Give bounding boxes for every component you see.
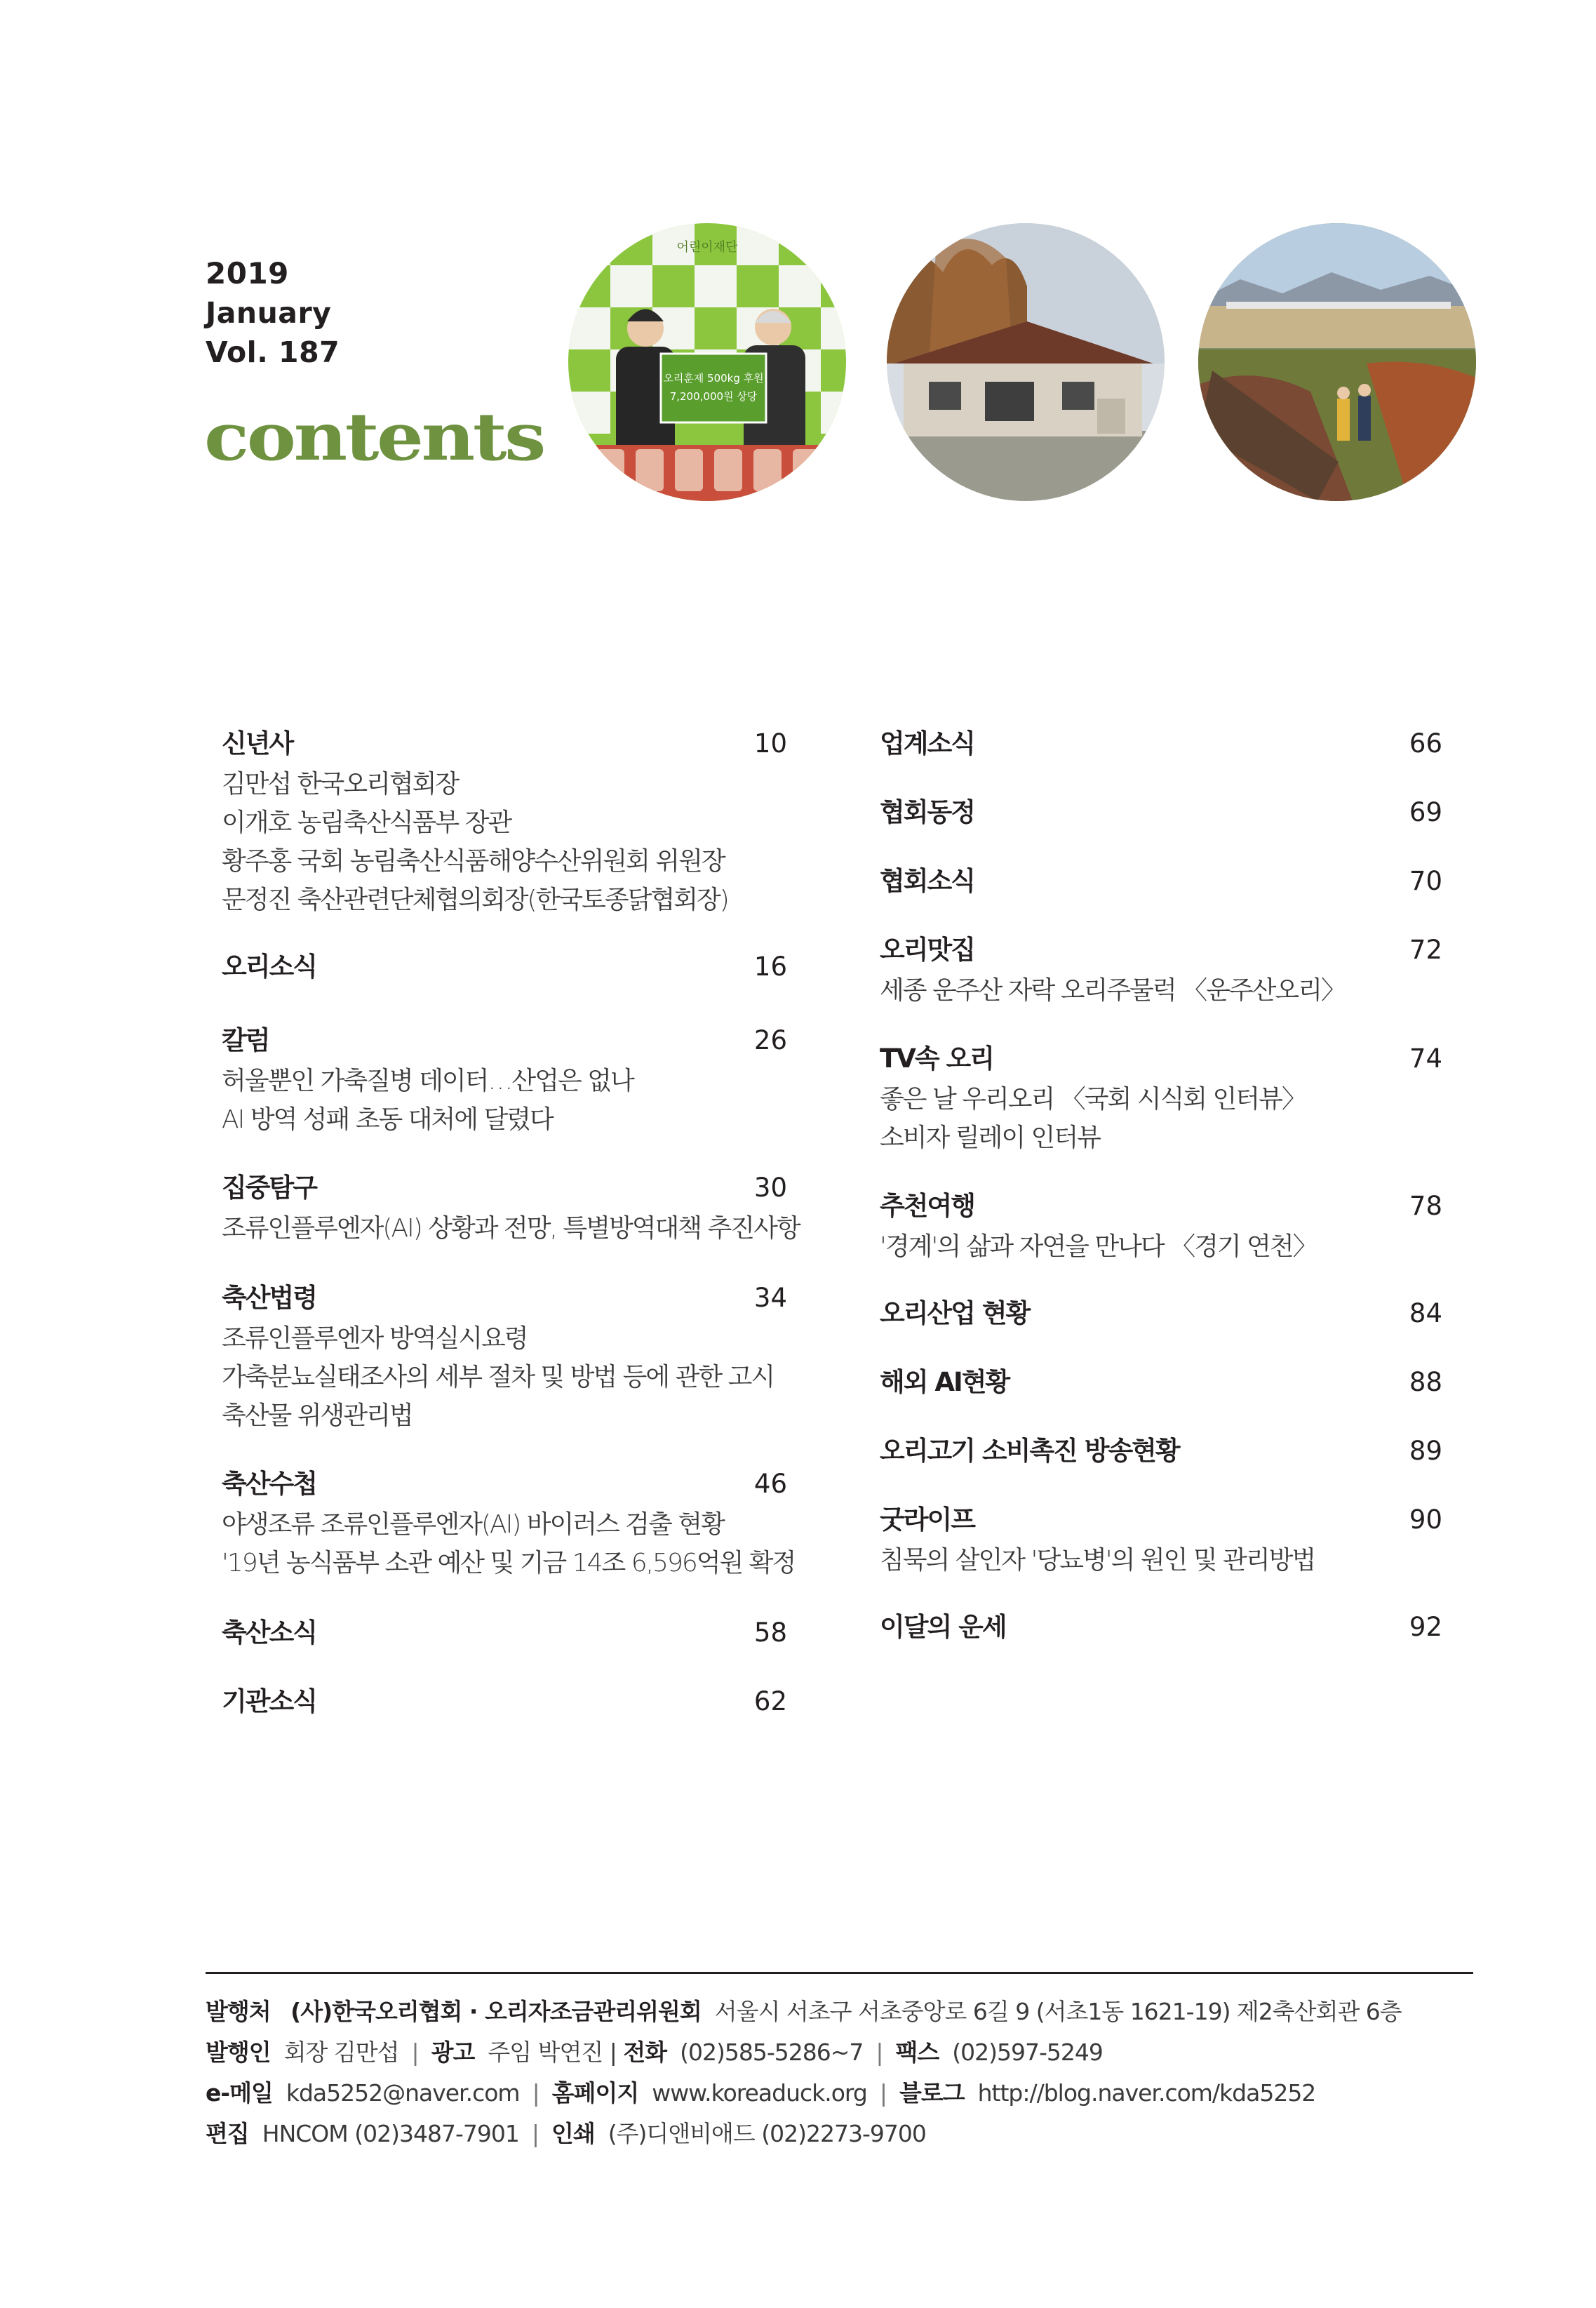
toc-section-title: 집중탐구 [222, 1173, 316, 1203]
toc-page-number: 72 [1409, 935, 1442, 965]
toc-entry-head [880, 860, 1442, 902]
toc-entry[interactable] [222, 1463, 796, 1582]
toc-entry[interactable] [222, 723, 787, 919]
toc-section-title: 업계소식 [880, 728, 974, 759]
donation-photo [568, 223, 846, 501]
toc-section-title: 오리산업 현황 [880, 1298, 1030, 1328]
ad-value: 주임 박연진 | [488, 2039, 617, 2066]
toc-page-number: 70 [1409, 866, 1442, 896]
toc-section-title: 신년사 [222, 728, 293, 759]
toc-subtitle: 조류인플루엔자(AI) 상황과 전망, 특별방역대책 추진사항 [222, 1214, 800, 1243]
toc-subtitle: 이개호 농림축산식품부 장관 [222, 808, 511, 837]
toc-section-title: 협회소식 [880, 866, 974, 896]
toc-subtitle: 축산물 위생관리법 [222, 1401, 413, 1430]
toc-subtitle: 침묵의 살인자 '당뇨병'의 원인 및 관리방법 [880, 1546, 1315, 1575]
print-value: (주)디앤비애드 (02)2273-9700 [608, 2120, 926, 2147]
issue-month: January [206, 296, 332, 330]
toc-section-title: 오리소식 [222, 952, 316, 982]
travel-photo [1198, 223, 1476, 501]
blog-value[interactable]: http://blog.naver.com/kda5252 [977, 2079, 1316, 2107]
toc-entry-head [880, 1499, 1442, 1541]
toc-right-column [880, 723, 1442, 1648]
toc-entry[interactable] [222, 1681, 787, 1723]
toc-page-number: 62 [753, 1686, 787, 1716]
toc-section-title: 오리고기 소비촉진 방송현황 [880, 1436, 1179, 1466]
toc-entry[interactable] [880, 1185, 1442, 1266]
toc-entry[interactable] [880, 860, 1442, 902]
toc-section-title: 오리맛집 [880, 935, 974, 965]
toc-entry-head [222, 1463, 787, 1505]
toc-section-title: 축산법령 [222, 1283, 316, 1313]
fax-label: 팩스 [895, 2039, 939, 2066]
toc-subtitle: 가축분뇨실태조사의 세부 절차 및 방법 등에 관한 고시 [222, 1363, 774, 1392]
toc-page-number: 10 [753, 728, 787, 759]
toc-entry-head [222, 1681, 787, 1723]
toc-left-column [222, 723, 800, 1723]
toc-page-number: 34 [753, 1283, 787, 1313]
backdrop-text: 어린이재단 [676, 240, 738, 255]
toc-entry[interactable] [880, 1606, 1442, 1648]
toc-entry-head [880, 723, 1442, 765]
toc-subtitle: '경계'의 삶과 자연을 만나다 〈경기 연천〉 [880, 1232, 1317, 1261]
toc-page-number: 30 [753, 1173, 787, 1203]
toc-entry[interactable] [222, 1167, 800, 1248]
restaurant-photo [887, 223, 1165, 501]
toc-page-number: 78 [1409, 1191, 1442, 1221]
toc-section-title: 칼럼 [222, 1025, 269, 1055]
print-label: 인쇄 [551, 2120, 595, 2147]
publisher-address: 서울시 서초구 서초중앙로 6길 9 (서초1동 1621-19) 제2축산회관 6층 [714, 1998, 1402, 2025]
toc-page-number: 74 [1409, 1043, 1442, 1074]
toc-page-number: 46 [753, 1469, 787, 1499]
toc-section-title: 축산수첩 [222, 1469, 316, 1499]
issuer-value: 회장 김만섭 [283, 2039, 399, 2066]
toc-section-title: TV속 오리 [880, 1043, 993, 1074]
toc-page-number: 69 [1409, 797, 1442, 827]
toc-entry[interactable] [222, 1612, 787, 1654]
banner-line-1: 오리훈제 500kg 후원 [663, 372, 764, 385]
fax-value: (02)597-5249 [952, 2039, 1103, 2066]
ad-label: 광고 [431, 2039, 475, 2066]
toc-subtitle: 야생조류 조류인플루엔자(AI) 바이러스 검출 현황 [222, 1510, 724, 1539]
homepage-value[interactable]: www.koreaduck.org [652, 2079, 867, 2107]
toc-entry-head [880, 1361, 1442, 1403]
toc-subtitle: '19년 농식품부 소관 예산 및 기금 14조 6,596억원 확정 [222, 1549, 796, 1577]
blog-label: 블로그 [899, 2079, 965, 2107]
toc-entry[interactable] [880, 723, 1442, 765]
toc-page-number: 92 [1409, 1612, 1442, 1642]
publisher-label: 발행처 [206, 1998, 271, 2025]
toc-entry-head [880, 792, 1442, 834]
toc-page-number: 90 [1409, 1505, 1442, 1535]
toc-entry[interactable] [880, 1499, 1442, 1580]
phone-value: (02)585-5286~7 [680, 2039, 864, 2066]
toc-page-number: 88 [1409, 1367, 1442, 1397]
email-label: e-메일 [206, 2079, 273, 2107]
toc-entry[interactable] [222, 1020, 787, 1139]
toc-entry-head [222, 1167, 787, 1209]
toc-subtitle: 김만섭 한국오리협회장 [222, 770, 459, 799]
toc-section-title: 기관소식 [222, 1686, 316, 1716]
colophon-divider [206, 1972, 1473, 1974]
banner-line-2: 7,200,000원 상당 [669, 390, 758, 403]
toc-entry-head [222, 1277, 787, 1319]
colophon-line-contact: e-메일 kda5252@naver.com | 홈페이지 www.koreaduck.org | 블로그 http://blog.naver.com/kda5252 [206, 2079, 1316, 2107]
toc-section-title: 굿라이프 [880, 1505, 974, 1535]
toc-entry[interactable] [222, 946, 787, 988]
toc-subtitle: AI 방역 성패 초동 대처에 달렸다 [222, 1105, 553, 1134]
toc-entry-head [222, 946, 787, 988]
toc-subtitle: 조류인플루엔자 방역실시요령 [222, 1324, 528, 1353]
toc-entry-head [880, 929, 1442, 971]
toc-page-number: 66 [1409, 728, 1442, 759]
toc-entry[interactable] [880, 1038, 1442, 1157]
issue-volume: Vol. 187 [206, 335, 340, 369]
colophon-line-issuer: 발행인 회장 김만섭 | 광고 주임 박연진 | 전화 (02)585-5286~7 | 팩스 (02)597-5249 [206, 2039, 1103, 2066]
toc-section-title: 협회동정 [880, 797, 974, 827]
toc-entry-head [222, 1020, 787, 1062]
toc-subtitle: 세종 운주산 자락 오리주물럭 〈운주산오리〉 [880, 976, 1345, 1005]
toc-entry[interactable] [880, 792, 1442, 834]
toc-page-number: 89 [1409, 1436, 1442, 1466]
toc-subtitle: 황주홍 국회 농림축산식품해양수산위원회 위원장 [222, 847, 725, 876]
toc-section-title: 이달의 운세 [880, 1612, 1006, 1642]
issuer-label: 발행인 [206, 2039, 271, 2066]
toc-entry-head [880, 1293, 1442, 1335]
editor-label: 편집 [206, 2120, 249, 2147]
colophon-line-publisher [206, 1992, 1475, 2032]
homepage-label: 홈페이지 [551, 2079, 639, 2107]
toc-page-number: 16 [753, 952, 787, 982]
toc-entry-head [880, 1606, 1442, 1648]
colophon [206, 1992, 1475, 2154]
editor-value: HNCOM (02)3487-7901 [262, 2120, 519, 2147]
toc-entry[interactable] [880, 1361, 1442, 1403]
toc-page-number: 84 [1409, 1298, 1442, 1328]
contents-logo: contents [204, 399, 544, 476]
toc-page-number: 26 [753, 1025, 787, 1055]
phone-label: 전화 [623, 2039, 667, 2066]
toc-entry[interactable] [880, 929, 1442, 1010]
toc-entry-head [880, 1038, 1442, 1080]
toc-entry[interactable] [222, 1277, 787, 1435]
email-value[interactable]: kda5252@naver.com [286, 2079, 520, 2107]
colophon-line-production: 편집 HNCOM (02)3487-7901 | 인쇄 (주)디앤비애드 (02)2273-9700 [206, 2120, 926, 2147]
toc-subtitle: 허울뿐인 가축질병 데이터…산업은 없나 [222, 1067, 633, 1095]
toc-entry-head [880, 1185, 1442, 1227]
publisher-name: (사)한국오리협회 · 오리자조금관리위원회 [290, 1998, 702, 2025]
toc-entry-head [222, 1612, 787, 1654]
toc-section-title: 추천여행 [880, 1191, 974, 1221]
toc-section-title: 축산소식 [222, 1617, 316, 1648]
toc-entry[interactable] [880, 1430, 1442, 1472]
toc-entry-head [880, 1430, 1442, 1472]
toc-entry[interactable] [880, 1293, 1442, 1335]
issue-year: 2019 [206, 256, 289, 291]
toc-subtitle: 소비자 릴레이 인터뷰 [880, 1123, 1100, 1152]
toc-page-number: 58 [753, 1617, 787, 1648]
masthead [206, 254, 340, 372]
toc-subtitle: 문정진 축산관련단체협의회장(한국토종닭협회장) [222, 886, 728, 914]
toc-entry-head [222, 723, 787, 765]
toc-section-title: 해외 AI현황 [880, 1367, 1010, 1397]
toc-subtitle: 좋은 날 우리오리 〈국회 시식회 인터뷰〉 [880, 1085, 1306, 1114]
